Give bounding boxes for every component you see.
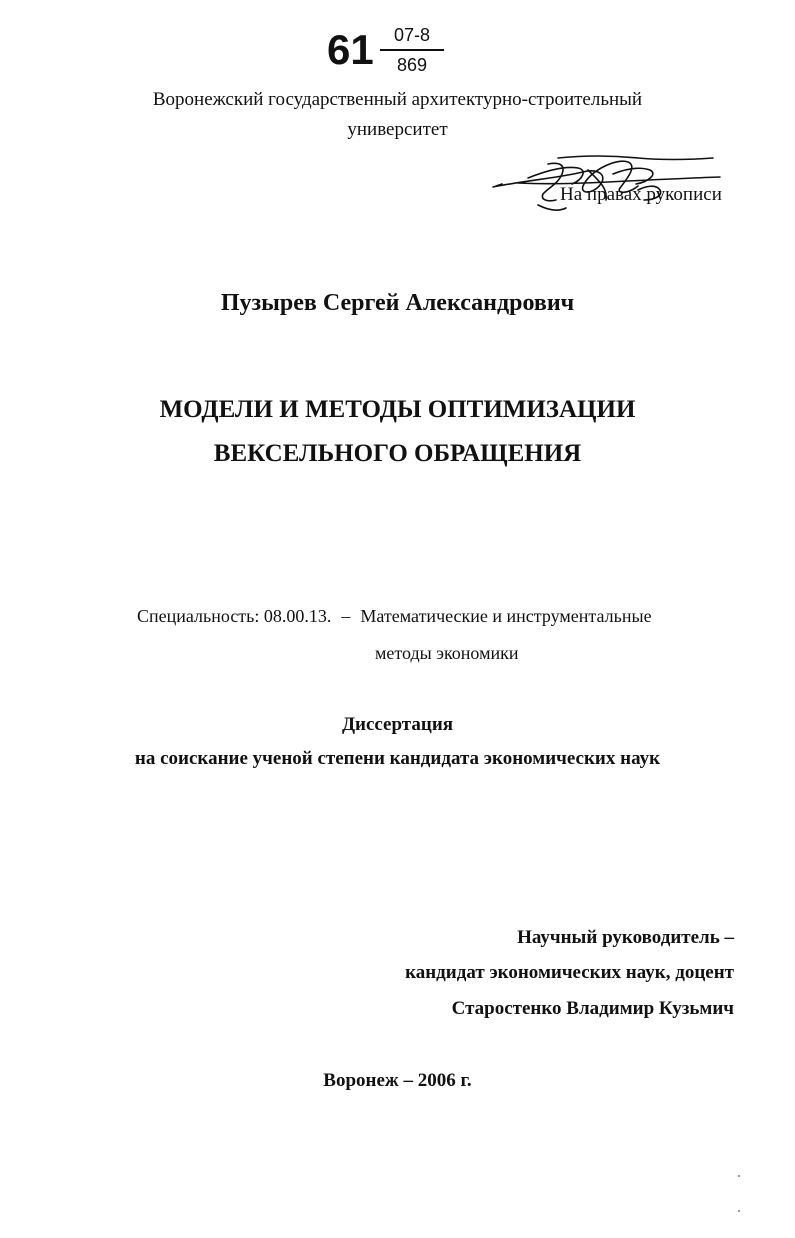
handwritten-signature (488, 150, 728, 225)
scan-speck (738, 1210, 740, 1212)
dissertation-purpose: на соискание ученой степени кандидата экономических наук (134, 748, 661, 769)
stamp-numerator: 07-8 (393, 25, 431, 45)
specialty-label: Специальность: 08.00.13. (137, 606, 332, 626)
university-line-1: Воронежский государственный архитектурно-строительный (152, 89, 643, 110)
title-line-2: ВЕКСЕЛЬНОГО ОБРАЩЕНИЯ (213, 440, 582, 467)
place-year: Воронеж – 2006 г. (323, 1070, 472, 1091)
specialty-name-line-2: методы экономики (375, 643, 519, 663)
university-line-2: университет (347, 119, 448, 140)
scan-speck (738, 1175, 740, 1177)
specialty-dash: – (341, 606, 351, 626)
author-name: Пузырев Сергей Александрович (220, 290, 575, 316)
stamp-fraction-line (380, 49, 444, 51)
stamp-code: 61 (327, 26, 374, 73)
supervisor-role: Научный руководитель – (517, 927, 734, 948)
dissertation-heading: Диссертация (341, 714, 454, 735)
specialty-name-line-1: Математические и инструментальные (360, 606, 652, 626)
stamp-denominator: 869 (396, 55, 428, 75)
rights-note: На правах рукописи (560, 184, 722, 205)
supervisor-degree: кандидат экономических наук, доцент (405, 962, 734, 983)
title-line-1: МОДЕЛИ И МЕТОДЫ ОПТИМИЗАЦИИ (159, 396, 636, 423)
supervisor-name: Старостенко Владимир Кузьмич (451, 998, 734, 1019)
specialty-line (137, 605, 652, 627)
